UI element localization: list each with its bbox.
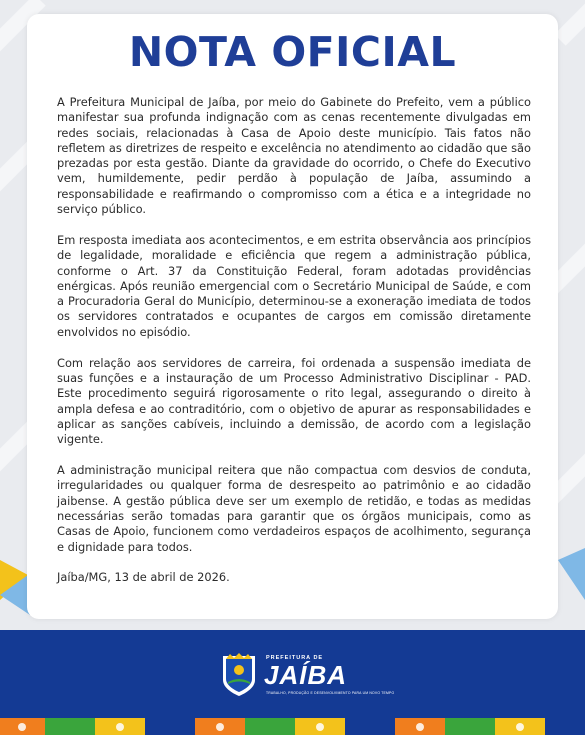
paragraph-3: Com relação aos servidores de carreira, foi ordenada a suspensão imediata de suas funções e a instauração de um Processo Administrativo Disciplinar - PAD. Este procedimento seguirá rigorosamente o rito legal, assegurando o direito à ampla defesa e ao contraditório, com o objetivo de apurar as responsabilidades e aplicar as sanções cabíveis, incluindo a demissão, de acordo com a legislação vigente.: [57, 355, 531, 447]
logo-prefix: PREFEITURA DE: [266, 655, 324, 661]
page-title: NOTA OFICIAL: [128, 28, 457, 76]
paragraph-1: A Prefeitura Municipal de Jaíba, por meio do Gabinete do Prefeito, vem a público manifestar sua profunda indignação com as cenas recentemente divulgadas em redes sociais, relacionadas à Casa de Apoio deste município. Tais fatos não refletem as diretrizes de respeito e excelência no atendimento ao cidadão que são prezadas por esta gestão. Diante da gravidade do ocorrido, o Chefe do Executivo vem, humildemente, pedir perdão à população de Jaíba, assumindo a responsabilidade e reafirmando o compromisso com a ética e a integridade no serviço público.: [57, 95, 531, 217]
notice-body: [57, 95, 531, 601]
paragraph-2: Em resposta imediata aos acontecimentos, e em estrita observância aos princípios de legalidade, moralidade e eficiência que regem a administração pública, conforme o Art. 37 da Constituição Federal, foram adotadas providências enérgicas. Após reunião emergencial com o Secretário Municipal de Saúde, e com a Procuradoria Geral do Município, determinou-se a exoneração imediata de todos os servidores contratados e ocupantes de cargos em comissão diretamente envolvidos no episódio.: [57, 232, 531, 339]
logo-slogan: TRABALHO, PRODUÇÃO E DESENVOLVIMENTO PARA UM NOVO TEMPO: [266, 691, 395, 695]
paragraph-4: A administração municipal reitera que não compactua com desvios de conduta, irregularidades ou qualquer forma de desrespeito ao patrimônio e ao cidadão jaibense. A gestão pública deve ser um exemplo de retidão, e todas as medidas necessárias serão tomadas para garantir que os órgãos municipais, como as Casas de Apoio, funcionem como verdadeiros espaços de acolhimento, segurança e dignidade para todos.: [57, 463, 531, 554]
prefeitura-logo: [220, 652, 395, 698]
footer-banner: [0, 630, 585, 720]
decorative-pattern-strip: [0, 718, 585, 735]
municipal-crest-icon: [220, 652, 258, 698]
logo-name: JAÍBA: [264, 660, 348, 690]
dateline: Jaíba/MG, 13 de abril de 2026.: [57, 570, 230, 585]
